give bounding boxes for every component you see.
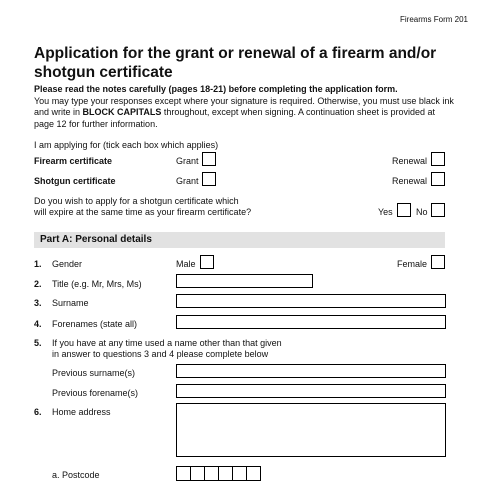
q3-number: 3. [34,298,42,308]
q3-label: Surname [52,298,89,308]
previous-surname-input[interactable] [176,364,446,378]
instructions [34,84,454,131]
previous-surname-label: Previous surname(s) [52,368,136,378]
female-checkbox[interactable] [431,255,445,269]
form-number: Firearms Form 201 [399,15,468,24]
title-input[interactable] [176,274,313,288]
same-time-no-label: No [416,207,428,217]
shotgun-renewal-checkbox[interactable] [431,172,445,186]
firearm-certificate-label: Firearm certificate [34,156,113,166]
postcode-cell[interactable] [232,466,247,481]
male-label: Male [176,259,196,269]
q4-label: Forenames (state all) [52,319,138,329]
q2-label: Title (e.g. Mr, Mrs, Ms) [52,279,142,289]
same-time-yes-label: Yes [378,207,393,217]
q5-label-line1: If you have at any time used a name other than that given [52,338,282,348]
postcode-cell[interactable] [204,466,219,481]
q5-number: 5. [34,338,42,348]
firearm-grant-checkbox[interactable] [202,152,216,166]
same-time-yes-checkbox[interactable] [397,203,411,217]
q5-label-line2: in answer to questions 3 and 4 please complete below [52,349,269,359]
q4-number: 4. [34,319,42,329]
instructions-text-1: You may type your responses except where your signature is required. Otherwise, you must use black ink and write in [34,95,454,118]
surname-input[interactable] [176,294,446,308]
q6-label: Home address [52,407,111,417]
applying-intro: I am applying for (tick each box which applies) [34,140,219,150]
part-a-title: Part A: Personal details [40,234,152,245]
postcode-cell[interactable] [218,466,233,481]
previous-forename-label: Previous forename(s) [52,388,139,398]
shotgun-certificate-label: Shotgun certificate [34,176,116,186]
q2-number: 2. [34,279,42,289]
female-label: Female [397,259,428,269]
shotgun-grant-label: Grant [176,176,199,186]
postcode-input[interactable] [176,466,260,481]
instructions-text-2: throughout, except when signing. A continuation sheet is provided at page 12 for further information. [34,107,436,130]
forenames-input[interactable] [176,315,446,329]
firearm-renewal-checkbox[interactable] [431,152,445,166]
male-checkbox[interactable] [200,255,214,269]
same-time-question-line2: will expire at the same time as your firearm certificate? [34,207,252,217]
part-a-header [34,232,445,248]
postcode-cell[interactable] [190,466,205,481]
instructions-block-capitals: BLOCK CAPITALS [82,107,162,118]
postcode-label: a. Postcode [52,470,100,480]
instructions-bold: Please read the notes carefully (pages 18-21) before completing the application form. [34,84,398,94]
q1-label: Gender [52,259,83,269]
same-time-no-checkbox[interactable] [431,203,445,217]
shotgun-renewal-label: Renewal [392,176,428,186]
postcode-cell[interactable] [246,466,261,481]
firearm-grant-label: Grant [176,156,199,166]
postcode-cell[interactable] [176,466,191,481]
home-address-input[interactable] [176,403,446,457]
firearm-renewal-label: Renewal [392,156,428,166]
previous-forename-input[interactable] [176,384,446,398]
q1-number: 1. [34,259,42,269]
shotgun-grant-checkbox[interactable] [202,172,216,186]
q6-number: 6. [34,407,42,417]
page-title: Application for the grant or renewal of a firearm and/or shotgun certificate [34,45,437,81]
same-time-question-line1: Do you wish to apply for a shotgun certificate which [34,196,239,206]
